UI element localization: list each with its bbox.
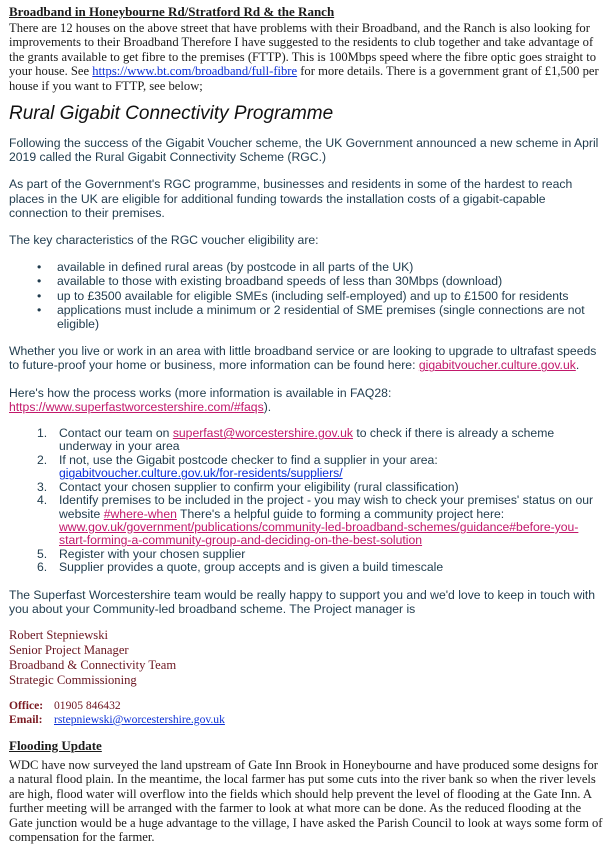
list-item: • available in defined rural areas (by postcode in all parts of the UK) — [39, 260, 605, 274]
broadband-text-b: for more details. There is a government grant of £1,500 per house if you want to FTTP, see below; — [9, 64, 599, 93]
step-text: Contact your chosen supplier to confirm your eligibility (rural classification) — [59, 479, 459, 494]
step-number: 6. — [37, 560, 48, 575]
process-steps — [9, 427, 605, 574]
broadband-text-a: There are 12 houses on the above street that have problems with their Broadband, and the Ranch is also looking for improvements to their Broadband Therefore I have suggested to the residents to club together and take advantage of the grants available to get fibre to the premises (FTTP). This is 100Mbps speed where the fibre optic goes straight to your house. See — [9, 21, 596, 79]
step-number: 3. — [37, 479, 48, 494]
step-text: Register with your chosen supplier — [59, 546, 246, 561]
list-item — [37, 452, 605, 481]
process-text: Here's how the process works (more information is available in FAQ28: — [9, 385, 392, 400]
list-item: • available to those with existing broadband speeds of less than 30Mbps (download) — [39, 274, 605, 288]
list-item — [37, 560, 605, 575]
email-label: Email: — [9, 712, 43, 726]
flooding-paragraph: WDC have now surveyed the land upstream of Gate Inn Brook in Honeybourne and have produced some designs for a natural flood plain. In the meantime, the local farmer has put some cuts into the river bank so when the river levels are high, flood water will overflow into the fields which should help prevent the level of flooding at the Gate Inn. A further meeting will be arranged with the farmer to look at what more can be done. As the reduced flooding at the Gate junction would be a huge advantage to the village, I have asked the Parish Council to look at ways some form of compensation for the farmer. — [9, 757, 603, 844]
step-text: Contact our team on — [59, 426, 173, 441]
step-number: 1. — [37, 426, 48, 441]
support-paragraph: The Superfast Worcestershire team would be really happy to support you and we'd love to keep in touch with you about your Community-led broadband scheme. The Project manager is — [9, 587, 596, 616]
rgc-process — [9, 386, 605, 414]
step-text: Identify premises to be included in the project - you may wish to check your premises' status on our website — [59, 493, 594, 521]
community-guide-link[interactable]: www.gov.uk/government/publications/community-led-broadband-schemes/guidance#before-you-start-forming-a-community-group-and-deciding-on-the-best-solution — [59, 519, 579, 548]
step-text: Supplier provides a quote, group accepts and is given a build timescale — [59, 560, 444, 575]
faq-link[interactable]: https://www.superfastworcestershire.com/#faqs — [9, 399, 264, 414]
flooding-heading: Flooding Update — [9, 737, 102, 753]
whether-text: Whether you live or work in an area with little broadband service or are looking to upgrade to ultrafast speeds to future-proof your home or business, more information can be found here: — [9, 344, 597, 373]
step-text: to check if there is already a scheme underway in your area — [59, 426, 555, 454]
rgc-eligible: As part of the Government's RGC programme, businesses and residents in some of the hardest to reach places in the UK are eligible for additional funding towards the installation costs of a gigabit-capable connection to their premises. — [9, 177, 573, 220]
list-item — [37, 479, 605, 494]
step-number: 5. — [37, 546, 48, 561]
signature-block — [9, 628, 605, 727]
email-line — [9, 713, 605, 727]
list-item — [37, 426, 605, 454]
signature-dept: Strategic Commissioning — [9, 672, 137, 687]
rgc-whether — [9, 344, 605, 372]
superfast-email-link[interactable]: superfast@worcestershire.gov.uk — [172, 426, 353, 441]
broadband-heading: Broadband in Honeybourne Rd/Stratford Rd & the Ranch — [9, 4, 335, 19]
email-link[interactable]: rstepniewski@worcestershire.gov.uk — [54, 712, 225, 726]
eligibility-list — [9, 260, 605, 331]
rgc-key-heading: The key characteristics of the RGC voucher eligibility are: — [9, 233, 319, 248]
rgc-intro: Following the success of the Gigabit Voucher scheme, the UK Government announced a new scheme in April 2019 called the Rural Gigabit Connectivity Scheme (RGC.) — [9, 136, 599, 165]
office-line — [9, 699, 605, 713]
list-item: • applications must include a minimum or 2 residential of SME premises (single connections are not eligible) — [39, 303, 605, 331]
signature-team: Broadband & Connectivity Team — [9, 657, 177, 672]
bt-full-fibre-link[interactable]: https://www.bt.com/broadband/full-fibre — [92, 64, 298, 79]
whether-end: . — [575, 358, 580, 373]
suppliers-link[interactable]: gigabitvoucher.culture.gov.uk/for-residents/suppliers/ — [59, 466, 343, 481]
list-item: • up to £3500 available for eligible SMEs (including self-employed) and up to £1500 for residents — [39, 289, 605, 303]
list-item — [37, 493, 605, 548]
step-number: 4. — [37, 493, 48, 508]
where-when-link[interactable]: #where-when — [103, 506, 177, 521]
office-label: Office: — [9, 698, 44, 712]
step-number: 2. — [37, 452, 48, 467]
list-item — [37, 546, 605, 561]
signature-role: Senior Project Manager — [9, 642, 129, 657]
broadband-paragraph — [9, 21, 605, 93]
gigabit-voucher-link[interactable]: gigabitvoucher.culture.gov.uk — [418, 358, 576, 373]
signature-name: Robert Stepniewski — [9, 627, 108, 642]
step-text: If not, use the Gigabit postcode checker to find a supplier in your area: — [59, 452, 438, 467]
rgc-title: Rural Gigabit Connectivity Programme — [9, 103, 334, 125]
process-end: ). — [263, 399, 272, 414]
office-phone: 01905 846432 — [54, 698, 121, 712]
step-text: There's a helpful guide to forming a community project here: — [176, 506, 505, 521]
